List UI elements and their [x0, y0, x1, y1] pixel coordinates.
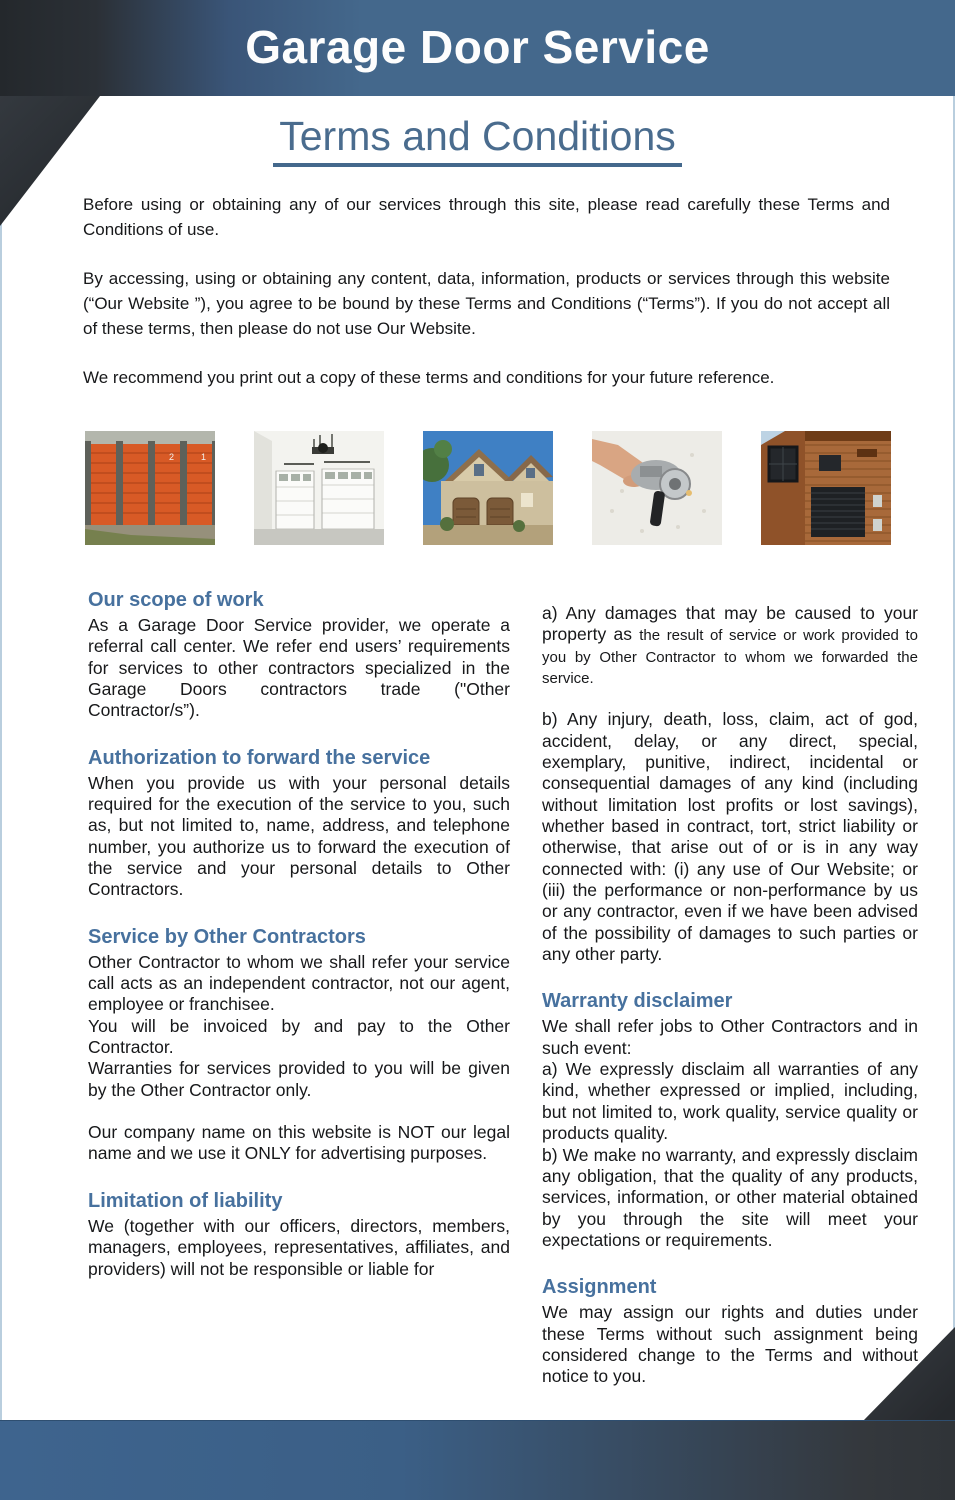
- svg-text:1: 1: [201, 451, 207, 462]
- photo-wood-facade: [761, 431, 891, 545]
- section-service-by-contractors: [88, 926, 510, 1165]
- section-liability-items: [542, 603, 918, 966]
- section-paragraph: As a Garage Door Service provider, we operate a referral call center. We refer end users’ requirements for services to other contractors specialized in the Garage Doors contractors trade ("Other Contractor/s”).: [88, 614, 510, 721]
- subtitle-wrap: [0, 114, 955, 167]
- section-paragraph: b) We make no warranty, and expressly disclaim any obligation, that the quality of any products, services, information, or other material obtained by you through the site will meet your expectations or requirements.: [542, 1144, 918, 1250]
- photo-grinder-repair: [592, 431, 722, 545]
- photo-house-garage: [423, 431, 553, 545]
- section-assignment: [542, 1276, 918, 1387]
- section-heading: Assignment: [542, 1276, 657, 1299]
- section-authorization: [88, 747, 510, 901]
- intro-paragraph: Before using or obtaining any of our services through this site, please read carefully these Terms and Conditions of use.: [83, 195, 890, 239]
- photo-strip: [85, 431, 891, 545]
- photo-garage-interior: [254, 431, 384, 545]
- section-heading: Warranty disclaimer: [542, 990, 733, 1013]
- page-header: [0, 0, 955, 96]
- section-paragraph: Our company name on this website is NOT our legal name and we use it ONLY for advertising purposes.: [88, 1122, 510, 1164]
- intro-paragraph: By accessing, using or obtaining any content, data, information, products or services through this website (“Our Website ”), you agree to be bound by these Terms and Conditions (“Terms”). If you do not accept all of these terms, then please do not use Our Website.: [83, 269, 890, 338]
- section-heading: Our scope of work: [88, 588, 264, 611]
- intro-paragraph: We recommend you print out a copy of these terms and conditions for your future reference.: [83, 368, 775, 388]
- section-paragraph: You will be invoiced by and pay to the Other Contractor.: [88, 1015, 510, 1058]
- right-column: [542, 589, 918, 1388]
- two-column-terms: [88, 589, 918, 1388]
- section-paragraph: Warranties for services provided to you will be given by the Other Contractor only.: [88, 1058, 510, 1100]
- section-paragraph: [542, 603, 918, 688]
- page-footer: [0, 1420, 955, 1500]
- site-title: Garage Door Service: [245, 21, 710, 73]
- photo-storage-units: [85, 431, 215, 545]
- section-paragraph: We (together with our officers, directors, members, managers, employees, representatives, affiliates, and providers) will not be responsible or liable for: [88, 1215, 510, 1279]
- main-content: [0, 96, 955, 1388]
- section-paragraph: When you provide us with your personal details required for the execution of the service to you, such as, but not limited to, name, address, and telephone number, you authorize us to forward the execution of the service and your personal details to Other Contractors.: [88, 772, 510, 900]
- liability-item-a-detail: the result of service or work provided to you by Other Contractor to whom we forwarded the service.: [542, 627, 918, 687]
- intro-paragraphs: [83, 193, 890, 391]
- section-warranty-disclaimer: [542, 990, 918, 1251]
- section-scope-of-work: [88, 589, 510, 722]
- section-heading: Limitation of liability: [88, 1189, 283, 1212]
- page-title: Terms and Conditions: [273, 114, 682, 167]
- liability-item-b: b) Any injury, death, loss, claim, act of god, accident, delay, or any direct, special, exemplary, punitive, indirect, incidental or consequential damages of any kind (including without limitation lost profits or lost savings), whether based in contract, tort, strict liability or otherwise, that arise out of or is in any way connected with: (i) any use of Our Website; or (iii) the performance or non-performance by us or any contractor, even if we have been advised of the possibility of damages to such parties or any other party.: [542, 709, 918, 965]
- section-heading: Authorization to forward the service: [88, 746, 431, 769]
- section-paragraph: Other Contractor to whom we shall refer your service call acts as an independent contractor, not our agent, employee or franchisee.: [88, 951, 510, 1015]
- section-heading: Service by Other Contractors: [88, 925, 366, 948]
- section-paragraph: a) We expressly disclaim all warranties of any kind, whether expressed or implied, including, but not limited to, work quality, service quality or products quality.: [542, 1059, 918, 1144]
- svg-text:2: 2: [169, 451, 175, 462]
- left-column: [88, 589, 510, 1388]
- liability-item-a: a) Any damages that may be caused to your property as: [542, 602, 918, 645]
- section-limitation-of-liability: [88, 1190, 510, 1280]
- section-paragraph: We shall refer jobs to Other Contractors and in such event:: [542, 1016, 918, 1058]
- section-paragraph: We may assign our rights and duties under these Terms without such assignment being considered change to the Terms and without notice to you.: [542, 1302, 918, 1387]
